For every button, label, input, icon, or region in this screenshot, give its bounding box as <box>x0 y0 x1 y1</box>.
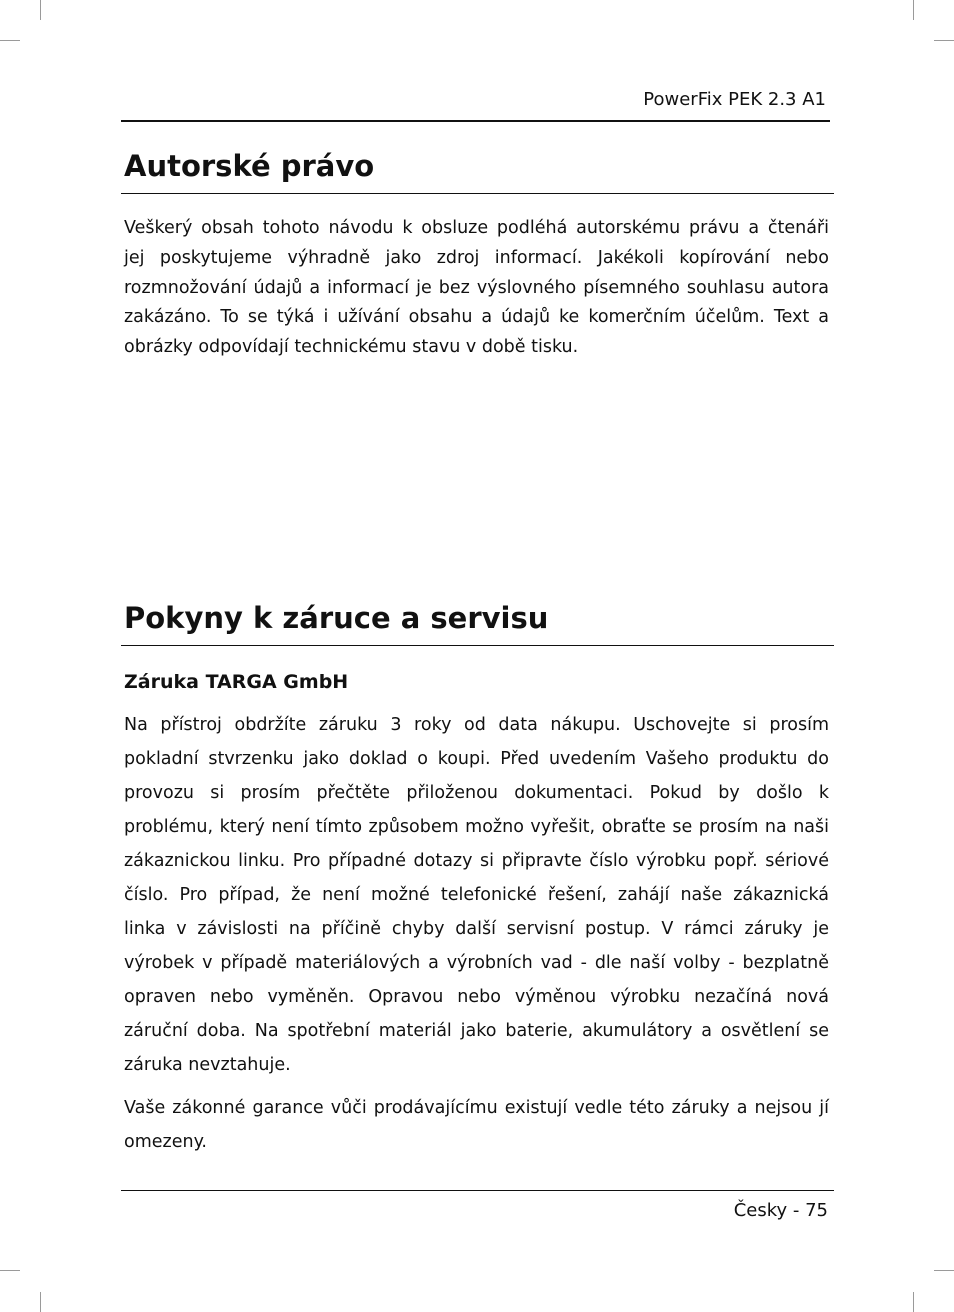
running-header: PowerFix PEK 2.3 A1 <box>643 89 826 110</box>
paragraph-line: Vaše zákonné garance vůči prodávajícímu existují vedle této záruky a nejsou jí <box>124 1098 829 1118</box>
crop-mark-bottom-left <box>40 1292 41 1312</box>
paragraph-line: Veškerý obsah tohoto návodu k obsluze podléhá autorskému právu a čtenáři <box>124 218 829 238</box>
paragraph-line: pokladní stvrzenku jako doklad o koupi. Před uvedením Vašeho produktu do <box>124 749 829 769</box>
paragraph-line: rozmnožování údajů a informací je bez výslovného písemného souhlasu autora <box>124 277 829 298</box>
paragraph-line: záruka nevztahuje. <box>124 1055 291 1075</box>
paragraph-line: záruční doba. Na spotřební materiál jako baterie, akumulátory a osvětlení se <box>124 1021 829 1041</box>
crop-mark-top-left <box>40 0 41 20</box>
header-rule <box>121 120 830 122</box>
section-heading-rule <box>121 645 834 646</box>
section-heading-copyright: Autorské právo <box>124 149 375 183</box>
warranty-paragraph <box>124 708 829 1082</box>
crop-mark-top-right <box>913 0 914 20</box>
paragraph-line: zakázáno. To se týká i užívání obsahu a údajů ke komerčním účelům. Text a <box>124 307 829 328</box>
footer-rule <box>121 1190 834 1191</box>
copyright-paragraph <box>124 214 829 363</box>
paragraph-line: výrobek v případě materiálových a výrobních vad - dle naší volby - bezplatně <box>124 953 829 973</box>
crop-mark-top-right-h <box>934 40 954 41</box>
page-number: Česky - 75 <box>733 1200 828 1221</box>
paragraph-line: linka v závislosti na příčině chyby další servisní postup. V rámci záruky je <box>124 919 829 939</box>
legal-rights-paragraph <box>124 1091 829 1159</box>
section-heading-rule <box>121 193 834 194</box>
section-heading-warranty: Pokyny k záruce a servisu <box>124 601 549 635</box>
paragraph-line: Na přístroj obdržíte záruku 3 roky od data nákupu. Uschovejte si prosím <box>124 715 829 735</box>
paragraph-line: opraven nebo vyměněn. Opravou nebo výměnou výrobku nezačíná nová <box>124 987 829 1007</box>
subsection-heading: Záruka TARGA GmbH <box>124 671 349 693</box>
paragraph-line: provozu si prosím přečtěte přiloženou dokumentaci. Pokud by došlo k <box>124 783 829 803</box>
paragraph-line: číslo. Pro případ, že není možné telefonické řešení, zahájí naše zákaznická <box>124 885 829 905</box>
crop-mark-bottom-right <box>913 1292 914 1312</box>
paragraph-line: omezeny. <box>124 1132 207 1152</box>
paragraph-line: problému, který není tímto způsobem možno vyřešit, obraťte se prosím na naši <box>124 817 829 837</box>
crop-mark-bottom-left-h <box>0 1270 20 1271</box>
crop-mark-top-left-h <box>0 40 20 41</box>
paragraph-line: jej poskytujeme výhradně jako zdroj informací. Jakékoli kopírování nebo <box>124 247 829 268</box>
paragraph-line: obrázky odpovídají technickému stavu v době tisku. <box>124 337 579 358</box>
crop-mark-bottom-right-h <box>934 1270 954 1271</box>
paragraph-line: zákaznickou linku. Pro případné dotazy si připravte číslo výrobku popř. sériové <box>124 851 829 871</box>
